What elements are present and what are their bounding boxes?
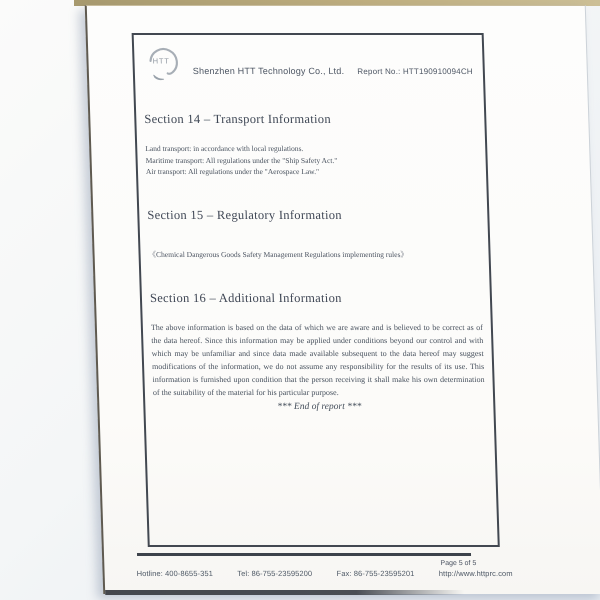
additional-information-paragraph: The above information is based on the data of which we are aware and is believed to be correct as of the data hereof. Since this information may be applied under conditions beyond our control and with which may be unfamiliar and since data made available subsequent to the data hereof may suggest modifications of the information, we do not assume any responsibility for the results of its use. This information is furnished upon condition that the person receiving it shall make his own determination of the suitability of the material for his particular purpose. — [150, 322, 485, 397]
transport-lines — [145, 143, 478, 178]
page-frame — [132, 33, 500, 547]
section-14-title: Section 14 – Transport Information — [144, 112, 332, 126]
tel-label: Tel: 86-755-23595200 — [237, 569, 313, 578]
page-header — [142, 35, 476, 90]
page-number: Page 5 of 5 — [440, 560, 477, 567]
maritime-transport-line: Maritime transport: All regulations under the "Ship Safety Act." — [145, 155, 338, 165]
end-of-report: *** End of report *** — [277, 401, 362, 412]
regulation-line: 《Chemical Dangerous Goods Safety Management Regulations implementing rules》 — [148, 249, 409, 259]
air-transport-line: Air transport: All regulations under the "Aerospace Law." — [145, 167, 320, 176]
land-transport-line: Land transport: in accordance with local regulations. — [145, 144, 304, 153]
footer-contact-row — [134, 569, 514, 578]
company-name: Shenzhen HTT Technology Co., Ltd. — [192, 66, 345, 76]
htt-logo-text: HTT — [152, 56, 170, 66]
htt-logo-icon — [144, 44, 185, 84]
footer-rule — [137, 553, 471, 556]
report-number: Report No.: HTT190910094CH — [357, 66, 473, 76]
section-15-title: Section 15 – Regulatory Information — [147, 207, 343, 222]
section-16-title: Section 16 – Additional Information — [149, 290, 342, 305]
page-footer — [134, 553, 515, 578]
document-page — [85, 5, 600, 594]
hotline-label: Hotline: 400-8655-351 — [136, 569, 214, 578]
website-label: http://www.httprc.com — [438, 569, 513, 578]
fax-label: Fax: 86-755-23595201 — [336, 569, 415, 578]
